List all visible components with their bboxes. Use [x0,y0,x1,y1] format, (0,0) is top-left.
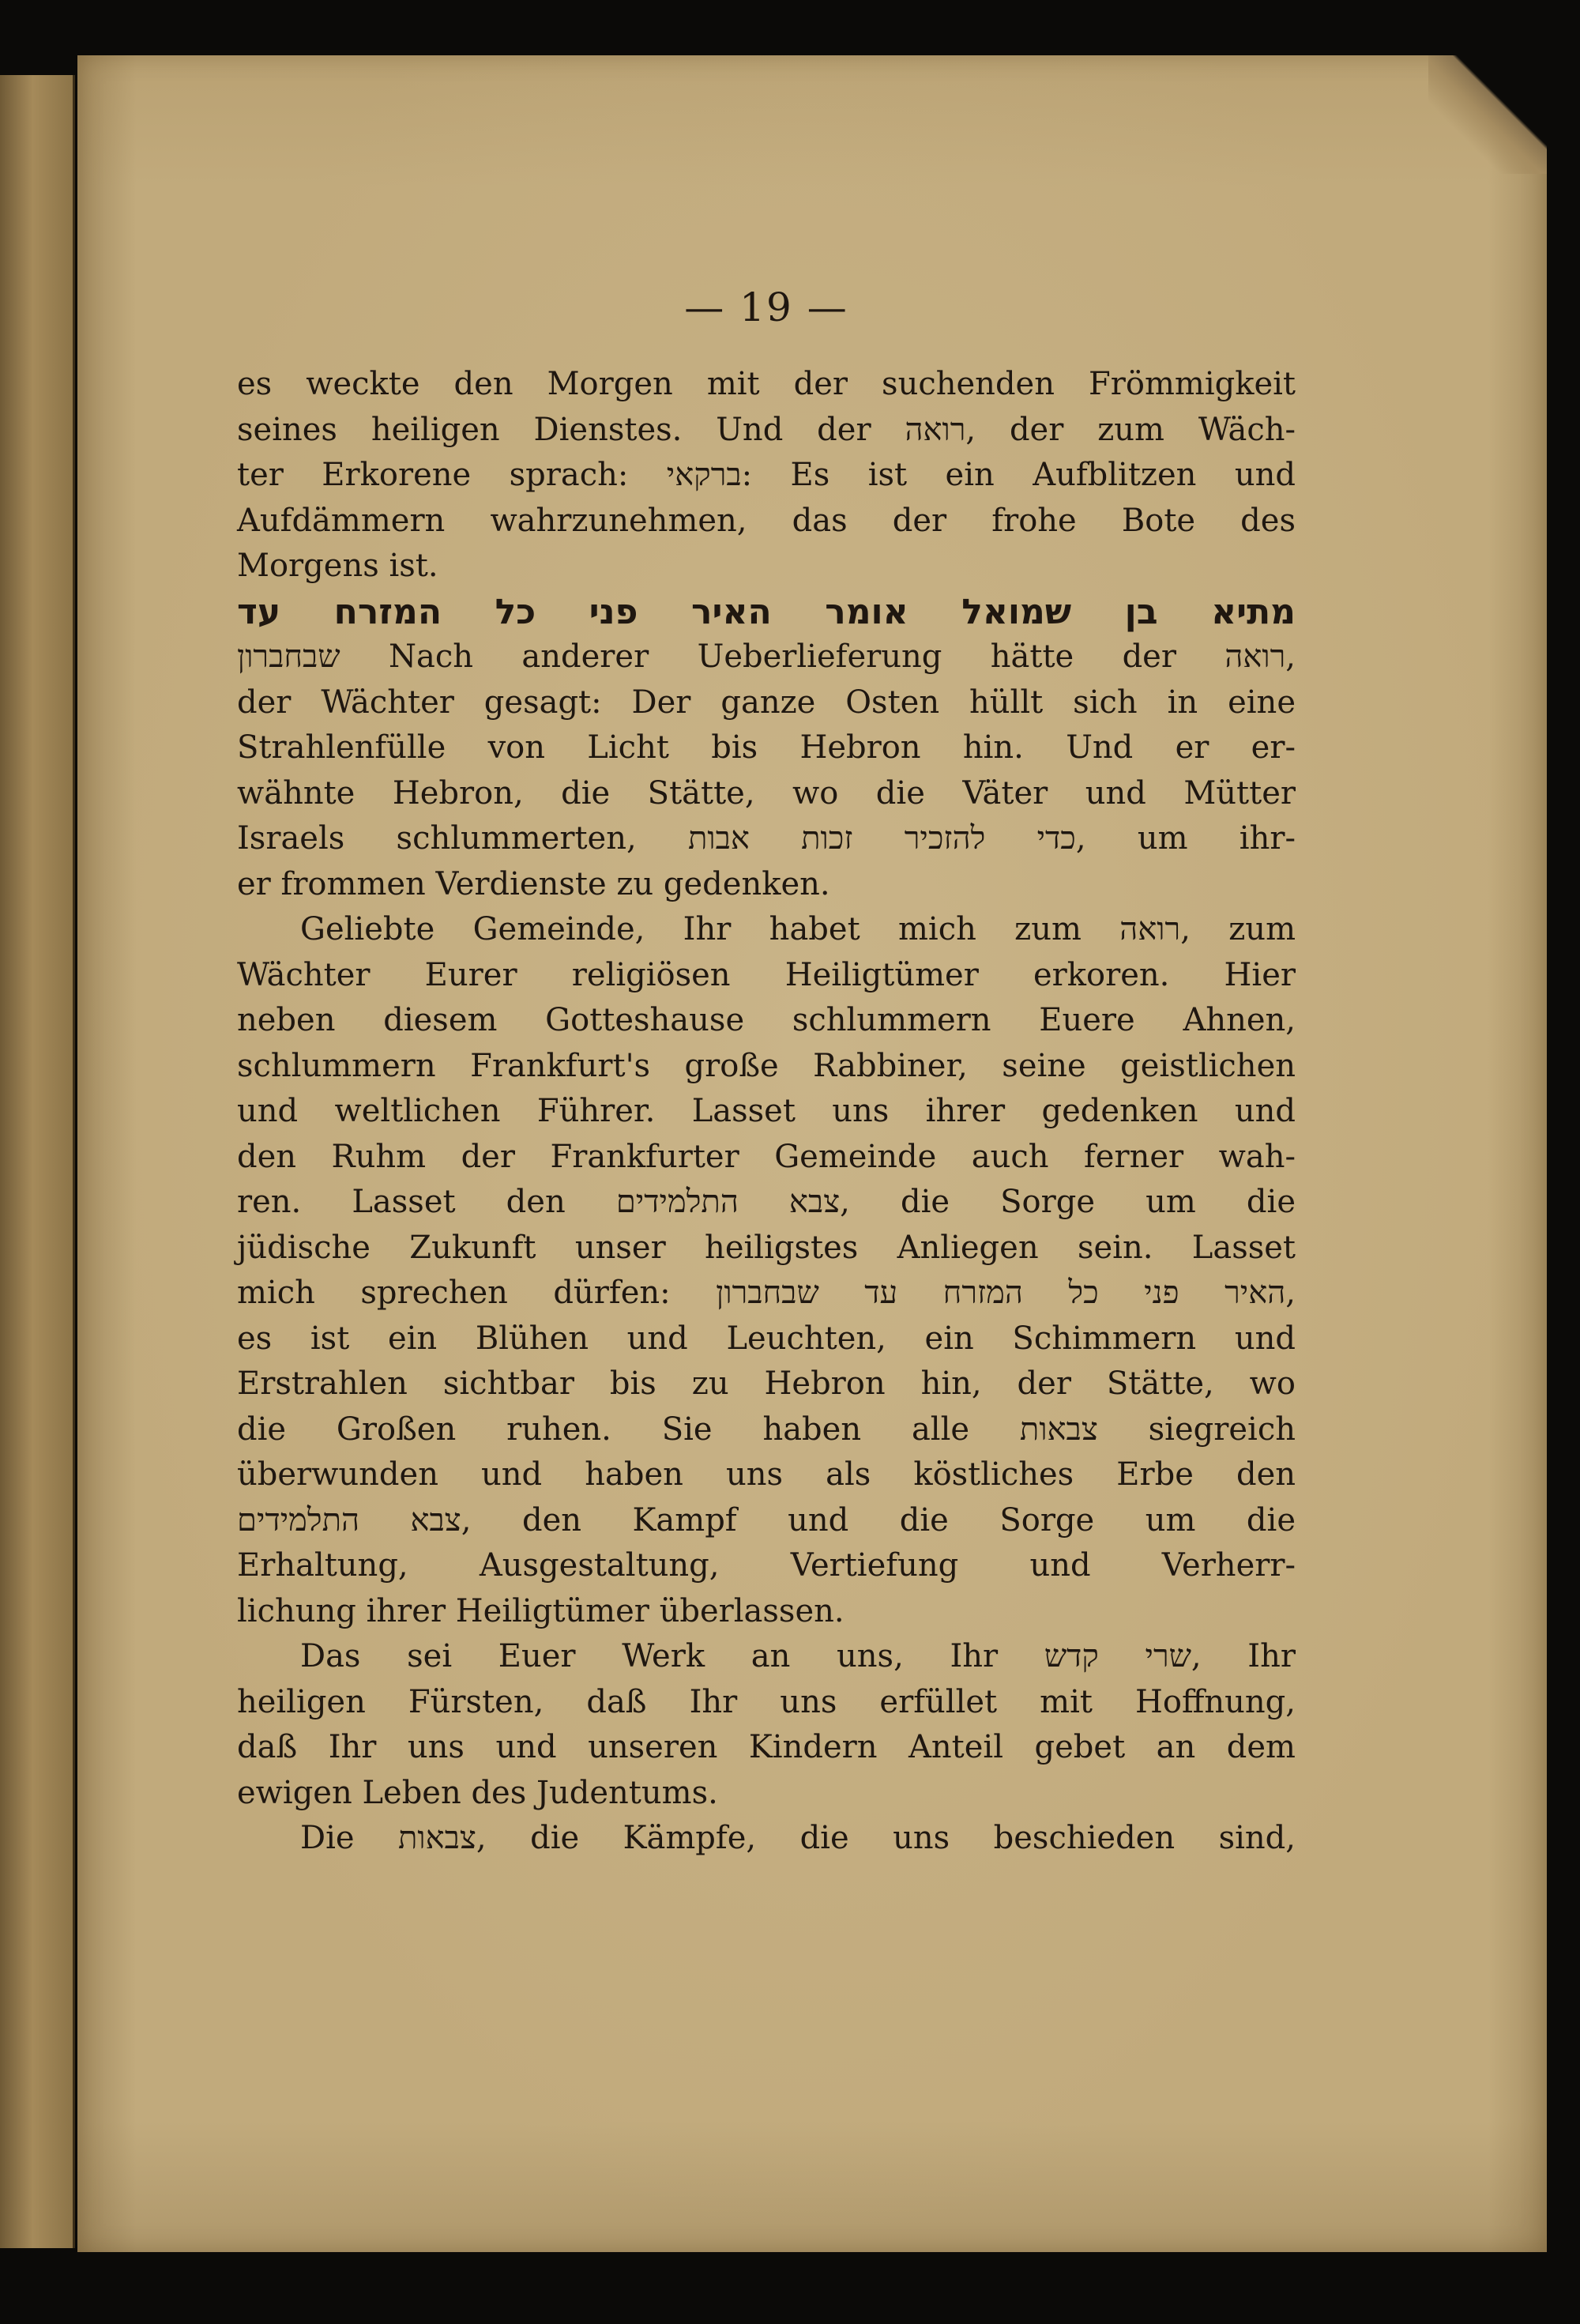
text-line: Aufdämmern wahrzunehmen, das der frohe Bote des [237,502,1296,539]
text-line: daß Ihr uns und unseren Kindern Anteil gebet an dem [237,1729,1296,1765]
text-line: ewigen Leben des Judentums. [237,1774,718,1811]
text-line: er frommen Verdienste zu gedenken. [237,865,830,902]
text-line: mich sprechen dürfen: האיר פני כל המזרח עד שבחברון, [237,1275,1296,1311]
paragraph-start-line: Das sei Euer Werk an uns, Ihr שרי קדש, Ihr [300,1638,1296,1674]
text-line: es ist ein Blühen und Leuchten, ein Schimmern und [237,1320,1296,1357]
text-line: überwunden und haben uns als köstliches Erbe den [237,1456,1296,1493]
page-text [237,284,1296,1862]
text-line: ter Erkorene sprach: ברקאי: Es ist ein Aufblitzen und [237,457,1296,493]
text-line: Israels schlummerten, כדי להזכיר זכות אבות, um ihr- [237,820,1296,857]
text-line: Morgens ist. [237,548,438,584]
text-line: wähnte Hebron, die Stätte, wo die Väter und Mütter [237,774,1296,812]
text-line: Erhaltung, Ausgestaltung, Vertiefung und Verherr- [237,1547,1296,1584]
text-line: schlummern Frankfurt's große Rabbiner, seine geistlichen [237,1047,1296,1084]
text-line: es weckte den Morgen mit der suchenden Frömmigkeit [237,366,1296,402]
facing-page-edge [0,75,75,2248]
text-line: seines heiligen Dienstes. Und der רואה, der zum Wäch- [237,411,1296,448]
paragraph-start-line: Die צבאות, die Kämpfe, die uns beschieden sind, [300,1820,1296,1856]
text-line: den Ruhm der Frankfurter Gemeinde auch ferner wah- [237,1138,1296,1175]
text-line: der Wächter gesagt: Der ganze Osten hüllt sich in eine [237,684,1296,721]
text-line: צבא התלמידים, den Kampf und die Sorge um die [237,1501,1296,1539]
text-line: neben diesem Gotteshause schlummern Euere Ahnen, [237,1002,1296,1038]
text-line: Strahlenfülle von Licht bis Hebron hin. Und er er- [237,729,1296,766]
page-number: — 19 — [684,284,848,330]
text-line: Erstrahlen sichtbar bis zu Hebron hin, der Stätte, wo [237,1365,1296,1402]
text-line: und weltlichen Führer. Lasset uns ihrer gedenken und [237,1093,1296,1129]
text-line: שבחברון Nach anderer Ueberlieferung hätte der רואה, [237,638,1296,675]
folded-corner [1428,55,1547,174]
text-line: heiligen Fürsten, daß Ihr uns erfüllet mit Hoffnung, [237,1683,1296,1720]
text-line: jüdische Zukunft unser heiligstes Anliegen sein. Lasset [237,1229,1296,1266]
text-line: lichung ihrer Heiligtümer überlassen. [237,1592,845,1629]
hebrew-quote-line: מתיא בן שמואל אומר האיר פני כל המזרח עד [237,591,1296,632]
text-line: die Großen ruhen. Sie haben alle צבאות siegreich [237,1411,1296,1448]
text-line: Wächter Eurer religiösen Heiligtümer erkoren. Hier [237,956,1296,993]
paragraph-start-line: Geliebte Gemeinde, Ihr habet mich zum רואה, zum [300,911,1296,947]
text-line: ren. Lasset den צבא התלמידים, die Sorge um die [237,1184,1296,1220]
